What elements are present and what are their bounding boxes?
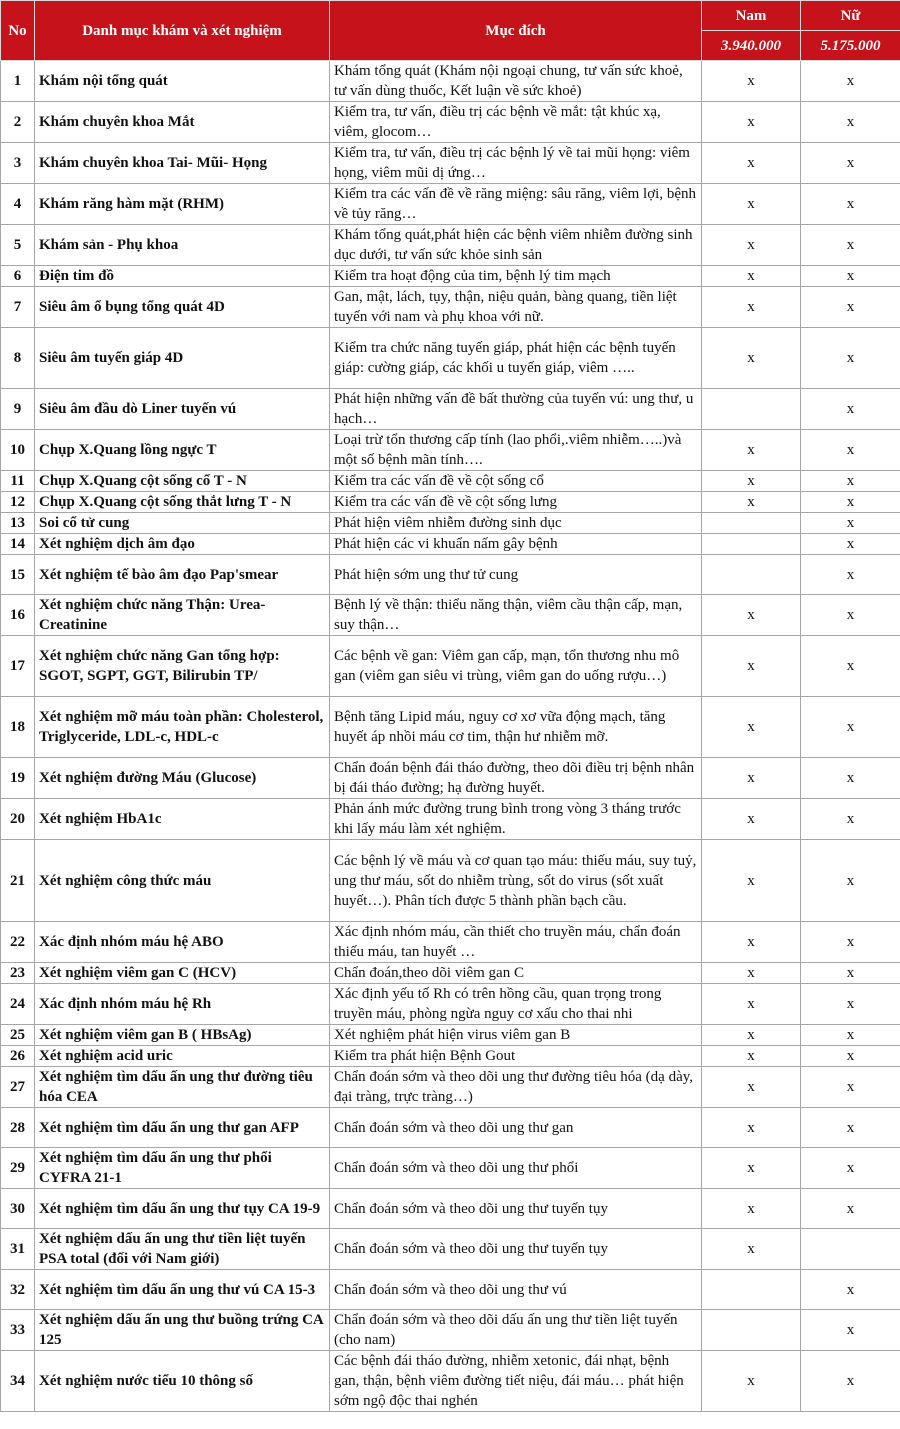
row-exam-name: Xét nghiệm acid uric — [35, 1046, 330, 1067]
row-exam-name: Chụp X.Quang cột sống cổ T - N — [35, 471, 330, 492]
row-male-mark: x — [702, 492, 801, 513]
row-exam-name: Xét nghiệm tìm dấu ấn ung thư tụy CA 19-9 — [35, 1189, 330, 1229]
table-row — [1, 922, 900, 963]
row-male-mark: x — [702, 922, 801, 963]
row-male-mark: x — [702, 471, 801, 492]
row-number: 28 — [1, 1108, 35, 1148]
row-number: 17 — [1, 636, 35, 697]
row-female-mark: x — [801, 555, 900, 595]
row-female-mark: x — [801, 1025, 900, 1046]
table-row — [1, 534, 900, 555]
row-female-mark: x — [801, 492, 900, 513]
row-female-mark: x — [801, 1046, 900, 1067]
row-female-mark: x — [801, 184, 900, 225]
row-female-mark: x — [801, 840, 900, 922]
row-purpose: Bệnh tăng Lipid máu, nguy cơ xơ vữa động mạch, tăng huyết áp nhồi máu cơ tim, thận hư nhiễm mỡ. — [330, 697, 702, 758]
row-male-mark: x — [702, 1229, 801, 1270]
row-number: 33 — [1, 1310, 35, 1351]
row-male-mark — [702, 513, 801, 534]
row-number: 16 — [1, 595, 35, 636]
row-purpose: Kiểm tra, tư vấn, điều trị các bệnh lý về tai mũi họng: viêm họng, viêm mũi dị ứng… — [330, 143, 702, 184]
row-exam-name: Xét nghiệm tế bào âm đạo Pap'smear — [35, 555, 330, 595]
row-exam-name: Xét nghiệm mỡ máu toàn phần: Cholesterol, Triglyceride, LDL-c, HDL-c — [35, 697, 330, 758]
row-number: 31 — [1, 1229, 35, 1270]
table-row — [1, 102, 900, 143]
table-row — [1, 492, 900, 513]
row-purpose: Phản ánh mức đường trung bình trong vòng 3 tháng trước khi lấy máu làm xét nghiệm. — [330, 799, 702, 840]
row-female-mark: x — [801, 984, 900, 1025]
row-exam-name: Xét nghiệm tìm dấu ấn ung thư đường tiêu hóa CEA — [35, 1067, 330, 1108]
row-purpose: Phát hiện những vấn đề bất thường của tuyến vú: ung thư, u hạch… — [330, 389, 702, 430]
row-number: 20 — [1, 799, 35, 840]
table-row — [1, 287, 900, 328]
row-purpose: Chẩn đoán sớm và theo dõi ung thư phổi — [330, 1148, 702, 1189]
row-purpose: Chẩn đoán sớm và theo dõi ung thư tuyến tụy — [330, 1189, 702, 1229]
row-male-mark: x — [702, 430, 801, 471]
row-male-mark: x — [702, 102, 801, 143]
row-purpose: Xét nghiệm phát hiện virus viêm gan B — [330, 1025, 702, 1046]
row-number: 14 — [1, 534, 35, 555]
row-purpose: Loại trừ tổn thương cấp tính (lao phổi,.viêm nhiễm…..)và một số bệnh mãn tính…. — [330, 430, 702, 471]
header-female: Nữ — [801, 1, 900, 31]
row-purpose: Chẩn đoán sớm và theo dõi ung thư đường tiêu hóa (dạ dày, đại tràng, trực tràng…) — [330, 1067, 702, 1108]
table-row — [1, 799, 900, 840]
table-row — [1, 1310, 900, 1351]
row-male-mark: x — [702, 840, 801, 922]
row-purpose: Kiểm tra, tư vấn, điều trị các bệnh về mắt: tật khúc xạ, viêm, glocom… — [330, 102, 702, 143]
row-female-mark: x — [801, 697, 900, 758]
row-number: 22 — [1, 922, 35, 963]
row-exam-name: Khám chuyên khoa Tai- Mũi- Họng — [35, 143, 330, 184]
row-number: 25 — [1, 1025, 35, 1046]
table-row — [1, 1189, 900, 1229]
row-female-mark: x — [801, 1189, 900, 1229]
header-male: Nam — [702, 1, 801, 31]
row-purpose: Kiểm tra các vấn đề về cột sống cổ — [330, 471, 702, 492]
row-female-mark: x — [801, 799, 900, 840]
row-number: 9 — [1, 389, 35, 430]
row-female-mark: x — [801, 1108, 900, 1148]
row-purpose: Kiểm tra các vấn đề về răng miệng: sâu răng, viêm lợi, bệnh về tủy răng… — [330, 184, 702, 225]
row-male-mark — [702, 389, 801, 430]
row-purpose: Chẩn đoán bệnh đái tháo đường, theo dõi điều trị bệnh nhân bị đái tháo đường; hạ đường huyết. — [330, 758, 702, 799]
row-purpose: Bệnh lý về thận: thiểu năng thận, viêm cầu thận cấp, mạn, suy thận… — [330, 595, 702, 636]
row-exam-name: Xét nghiệm công thức máu — [35, 840, 330, 922]
table-row — [1, 225, 900, 266]
row-male-mark: x — [702, 143, 801, 184]
row-exam-name: Xét nghiệm viêm gan B ( HBsAg) — [35, 1025, 330, 1046]
row-number: 11 — [1, 471, 35, 492]
row-exam-name: Siêu âm ổ bụng tổng quát 4D — [35, 287, 330, 328]
row-number: 7 — [1, 287, 35, 328]
row-number: 19 — [1, 758, 35, 799]
row-purpose: Phát hiện các vi khuẩn nấm gây bệnh — [330, 534, 702, 555]
row-exam-name: Xét nghiệm chức năng Gan tổng hợp: SGOT, SGPT, GGT, Bilirubin TP/ — [35, 636, 330, 697]
row-male-mark — [702, 1270, 801, 1310]
row-female-mark: x — [801, 1067, 900, 1108]
header-purpose: Mục đích — [330, 1, 702, 61]
table-row — [1, 1108, 900, 1148]
table-row — [1, 61, 900, 102]
row-female-mark: x — [801, 922, 900, 963]
row-purpose: Các bệnh lý về máu và cơ quan tạo máu: thiếu máu, suy tuỷ, ung thư máu, sốt do nhiễm trùng, sốt do virus (sốt xuất huyết…). Phân tích được 5 thành phần bạch cầu. — [330, 840, 702, 922]
row-purpose: Chẩn đoán sớm và theo dõi ung thư vú — [330, 1270, 702, 1310]
table-row — [1, 1351, 900, 1412]
row-number: 8 — [1, 328, 35, 389]
row-number: 6 — [1, 266, 35, 287]
row-female-mark: x — [801, 595, 900, 636]
row-male-mark: x — [702, 1148, 801, 1189]
row-exam-name: Xét nghiệm nước tiểu 10 thông số — [35, 1351, 330, 1412]
row-female-mark: x — [801, 328, 900, 389]
row-exam-name: Xét nghiệm chức năng Thận: Urea-Creatinine — [35, 595, 330, 636]
row-male-mark: x — [702, 1351, 801, 1412]
table-row — [1, 184, 900, 225]
row-exam-name: Xét nghiệm HbA1c — [35, 799, 330, 840]
row-number: 3 — [1, 143, 35, 184]
row-number: 1 — [1, 61, 35, 102]
row-male-mark — [702, 555, 801, 595]
row-female-mark: x — [801, 287, 900, 328]
row-number: 24 — [1, 984, 35, 1025]
row-purpose: Kiểm tra phát hiện Bệnh Gout — [330, 1046, 702, 1067]
row-number: 29 — [1, 1148, 35, 1189]
row-exam-name: Chụp X.Quang cột sống thắt lưng T - N — [35, 492, 330, 513]
table-row — [1, 1025, 900, 1046]
row-number: 13 — [1, 513, 35, 534]
row-male-mark: x — [702, 266, 801, 287]
row-exam-name: Xét nghiệm đường Máu (Glucose) — [35, 758, 330, 799]
row-exam-name: Xác định nhóm máu hệ ABO — [35, 922, 330, 963]
table-row — [1, 636, 900, 697]
row-female-mark: x — [801, 61, 900, 102]
row-male-mark: x — [702, 1108, 801, 1148]
row-male-mark: x — [702, 225, 801, 266]
row-number: 27 — [1, 1067, 35, 1108]
row-male-mark: x — [702, 758, 801, 799]
row-female-mark: x — [801, 963, 900, 984]
row-exam-name: Điện tim đồ — [35, 266, 330, 287]
row-male-mark: x — [702, 287, 801, 328]
header-category: Danh mục khám và xét nghiệm — [35, 1, 330, 61]
row-number: 26 — [1, 1046, 35, 1067]
row-exam-name: Khám răng hàm mặt (RHM) — [35, 184, 330, 225]
table-row — [1, 1148, 900, 1189]
row-purpose: Gan, mật, lách, tụy, thận, niệu quản, bàng quang, tiền liệt tuyến với nam và phụ khoa với nữ. — [330, 287, 702, 328]
table-row — [1, 1229, 900, 1270]
row-female-mark — [801, 1229, 900, 1270]
row-male-mark: x — [702, 328, 801, 389]
row-male-mark: x — [702, 963, 801, 984]
table-row — [1, 555, 900, 595]
table-header — [1, 1, 900, 61]
table-body — [1, 61, 900, 1412]
row-male-mark: x — [702, 1046, 801, 1067]
row-exam-name: Khám chuyên khoa Mắt — [35, 102, 330, 143]
row-purpose: Kiểm tra hoạt động của tim, bệnh lý tim mạch — [330, 266, 702, 287]
row-female-mark: x — [801, 636, 900, 697]
row-purpose: Chẩn đoán,theo dõi viêm gan C — [330, 963, 702, 984]
row-exam-name: Chụp X.Quang lồng ngực T — [35, 430, 330, 471]
row-number: 4 — [1, 184, 35, 225]
row-exam-name: Xét nghiệm tìm dấu ấn ung thư vú CA 15-3 — [35, 1270, 330, 1310]
row-male-mark: x — [702, 636, 801, 697]
row-male-mark: x — [702, 1067, 801, 1108]
row-exam-name: Xét nghiệm dịch âm đạo — [35, 534, 330, 555]
row-male-mark: x — [702, 184, 801, 225]
row-female-mark: x — [801, 534, 900, 555]
row-number: 5 — [1, 225, 35, 266]
table-row — [1, 430, 900, 471]
row-female-mark: x — [801, 471, 900, 492]
table-row — [1, 963, 900, 984]
row-exam-name: Xét nghiệm tìm dấu ấn ung thư gan AFP — [35, 1108, 330, 1148]
table-row — [1, 758, 900, 799]
row-exam-name: Xét nghiệm viêm gan C (HCV) — [35, 963, 330, 984]
row-purpose: Chẩn đoán sớm và theo dõi ung thư gan — [330, 1108, 702, 1148]
row-exam-name: Xét nghiệm dấu ấn ung thư tiền liệt tuyến PSA total (đối với Nam giới) — [35, 1229, 330, 1270]
row-exam-name: Siêu âm tuyến giáp 4D — [35, 328, 330, 389]
table-row — [1, 471, 900, 492]
row-purpose: Khám tổng quát (Khám nội ngoại chung, tư vấn sức khoẻ, tư vấn dùng thuốc, Kết luận về sức khoẻ) — [330, 61, 702, 102]
row-male-mark: x — [702, 697, 801, 758]
row-exam-name: Xác định nhóm máu hệ Rh — [35, 984, 330, 1025]
row-exam-name: Khám sản - Phụ khoa — [35, 225, 330, 266]
row-purpose: Khám tổng quát,phát hiện các bệnh viêm nhiễm đường sinh dục dưới, tư vấn sức khỏe sinh sản — [330, 225, 702, 266]
row-exam-name: Xét nghiệm dấu ấn ung thư buồng trứng CA 125 — [35, 1310, 330, 1351]
row-male-mark: x — [702, 1025, 801, 1046]
table-row — [1, 143, 900, 184]
table-row — [1, 984, 900, 1025]
row-female-mark: x — [801, 389, 900, 430]
table-row — [1, 513, 900, 534]
table-row — [1, 1270, 900, 1310]
row-number: 2 — [1, 102, 35, 143]
row-purpose: Chẩn đoán sớm và theo dõi ung thư tuyến tụy — [330, 1229, 702, 1270]
row-purpose: Các bệnh đái tháo đường, nhiễm xetonic, đái nhạt, bệnh gan, thận, bệnh viêm đường tiết niệu, đái máu… phát hiện sớm ngộ độc thai nghén — [330, 1351, 702, 1412]
row-male-mark: x — [702, 1189, 801, 1229]
row-female-mark: x — [801, 1270, 900, 1310]
table-row — [1, 1067, 900, 1108]
header-male-price: 3.940.000 — [702, 31, 801, 61]
table-row — [1, 266, 900, 287]
row-number: 18 — [1, 697, 35, 758]
table-row — [1, 697, 900, 758]
row-female-mark: x — [801, 1310, 900, 1351]
row-number: 15 — [1, 555, 35, 595]
table-row — [1, 328, 900, 389]
row-female-mark: x — [801, 513, 900, 534]
row-exam-name: Soi cổ tử cung — [35, 513, 330, 534]
row-exam-name: Xét nghiệm tìm dấu ấn ung thư phổi CYFRA 21-1 — [35, 1148, 330, 1189]
row-purpose: Chẩn đoán sớm và theo dõi dấu ấn ung thư tiền liệt tuyến (cho nam) — [330, 1310, 702, 1351]
row-female-mark: x — [801, 1351, 900, 1412]
row-exam-name: Khám nội tổng quát — [35, 61, 330, 102]
row-purpose: Phát hiện viêm nhiễm đường sinh dục — [330, 513, 702, 534]
row-male-mark: x — [702, 595, 801, 636]
row-number: 30 — [1, 1189, 35, 1229]
table-row — [1, 840, 900, 922]
row-female-mark: x — [801, 266, 900, 287]
header-female-price: 5.175.000 — [801, 31, 900, 61]
row-purpose: Phát hiện sớm ung thư tử cung — [330, 555, 702, 595]
row-female-mark: x — [801, 225, 900, 266]
row-number: 10 — [1, 430, 35, 471]
row-male-mark: x — [702, 61, 801, 102]
row-male-mark: x — [702, 799, 801, 840]
row-purpose: Xác định nhóm máu, cần thiết cho truyền máu, chẩn đoán thiếu máu, tan huyết … — [330, 922, 702, 963]
header-no: No — [1, 1, 35, 61]
row-purpose: Kiểm tra các vấn đề về cột sống lưng — [330, 492, 702, 513]
row-purpose: Kiểm tra chức năng tuyến giáp, phát hiện các bệnh tuyến giáp: cường giáp, các khối u tuyến giáp, viêm ….. — [330, 328, 702, 389]
row-number: 23 — [1, 963, 35, 984]
row-female-mark: x — [801, 758, 900, 799]
row-male-mark: x — [702, 984, 801, 1025]
row-number: 34 — [1, 1351, 35, 1412]
row-number: 12 — [1, 492, 35, 513]
row-purpose: Các bệnh về gan: Viêm gan cấp, mạn, tổn thương nhu mô gan (viêm gan siêu vi trùng, viêm gan do uống rượu…) — [330, 636, 702, 697]
row-male-mark — [702, 1310, 801, 1351]
table-row — [1, 1046, 900, 1067]
row-male-mark — [702, 534, 801, 555]
row-female-mark: x — [801, 143, 900, 184]
row-number: 32 — [1, 1270, 35, 1310]
row-purpose: Xác định yếu tố Rh có trên hồng cầu, quan trọng trong truyền máu, phòng ngừa nguy cơ xấu cho thai nhi — [330, 984, 702, 1025]
row-number: 21 — [1, 840, 35, 922]
table-row — [1, 595, 900, 636]
row-female-mark: x — [801, 1148, 900, 1189]
row-exam-name: Siêu âm đầu dò Liner tuyến vú — [35, 389, 330, 430]
row-female-mark: x — [801, 430, 900, 471]
row-female-mark: x — [801, 102, 900, 143]
table-row — [1, 389, 900, 430]
